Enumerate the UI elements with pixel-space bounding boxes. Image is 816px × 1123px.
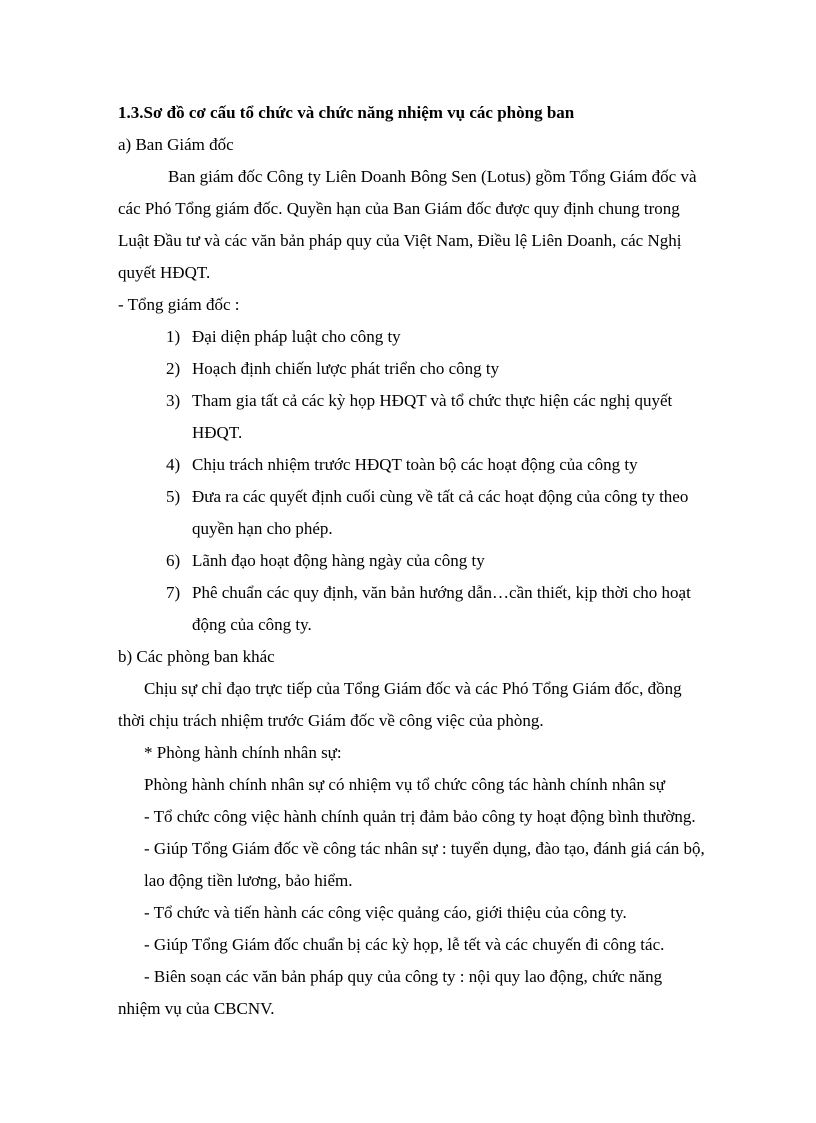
duty-text: Đại diện pháp luật cho công ty: [192, 327, 401, 346]
duty-item: [166, 487, 688, 507]
hr-line: - Giúp Tổng Giám đốc chuẩn bị các kỳ họp, lễ tết và các chuyến đi công tác.: [144, 935, 665, 954]
part-b-heading: b) Các phòng ban khác: [118, 647, 275, 666]
hr-line: Phòng hành chính nhân sự có nhiệm vụ tổ chức công tác hành chính nhân sự: [144, 775, 666, 794]
duty-item: [166, 583, 691, 603]
intro-line: Chịu sự chỉ đạo trực tiếp của Tổng Giám đốc và các Phó Tổng Giám đốc, đồng: [144, 679, 682, 698]
duty-text-continued: HĐQT.: [192, 423, 243, 442]
duty-item: [166, 327, 401, 347]
part-a-heading: a) Ban Giám đốc: [118, 135, 234, 154]
paragraph-line: Ban giám đốc Công ty Liên Doanh Bông Sen (Lotus) gồm Tổng Giám đốc và: [168, 167, 697, 186]
duty-item: [166, 455, 638, 475]
hr-line: - Tổ chức và tiến hành các công việc quảng cáo, giới thiệu của công ty.: [144, 903, 627, 922]
intro-line: thời chịu trách nhiệm trước Giám đốc về công việc của phòng.: [118, 711, 544, 730]
duty-number: 2): [166, 359, 181, 378]
section-heading: 1.3.Sơ đồ cơ cấu tổ chức và chức năng nhiệm vụ các phòng ban: [118, 103, 575, 122]
duty-text: Tham gia tất cả các kỳ họp HĐQT và tổ chức thực hiện các nghị quyết: [192, 391, 673, 410]
duty-text-continued: quyền hạn cho phép.: [192, 519, 333, 538]
duty-number: 7): [166, 583, 181, 602]
duty-number: 1): [166, 327, 181, 346]
duty-number: 3): [166, 391, 181, 410]
paragraph-line: quyết HĐQT.: [118, 263, 211, 282]
duty-text: Chịu trách nhiệm trước HĐQT toàn bộ các hoạt động của công ty: [192, 455, 638, 474]
duty-item: [166, 391, 672, 411]
duty-text-continued: động của công ty.: [192, 615, 312, 634]
duty-text: Phê chuẩn các quy định, văn bản hướng dẫn…cần thiết, kịp thời cho hoạt: [192, 583, 691, 602]
hr-department-title: * Phòng hành chính nhân sự:: [144, 743, 342, 762]
duty-item: [166, 359, 499, 379]
hr-line: - Giúp Tổng Giám đốc về công tác nhân sự : tuyển dụng, đào tạo, đánh giá cán bộ,: [144, 839, 705, 858]
ceo-label: - Tổng giám đốc :: [118, 295, 240, 314]
hr-line: - Tổ chức công việc hành chính quản trị đảm bảo công ty hoạt động bình thường.: [144, 807, 696, 826]
hr-line: - Biên soạn các văn bản pháp quy của công ty : nội quy lao động, chức năng: [144, 967, 663, 986]
duty-text: Hoạch định chiến lược phát triển cho công ty: [192, 359, 500, 378]
duty-text: Đưa ra các quyết định cuối cùng về tất cả các hoạt động của công ty theo: [192, 487, 689, 506]
hr-line: nhiệm vụ của CBCNV.: [118, 999, 275, 1018]
duty-number: 4): [166, 455, 181, 474]
duty-number: 6): [166, 551, 181, 570]
paragraph-line: các Phó Tổng giám đốc. Quyền hạn của Ban Giám đốc được quy định chung trong: [118, 199, 680, 218]
paragraph-line: Luật Đầu tư và các văn bản pháp quy của Việt Nam, Điều lệ Liên Doanh, các Nghị: [118, 231, 682, 250]
duty-item: [166, 551, 485, 571]
duty-number: 5): [166, 487, 181, 506]
hr-line: lao động tiền lương, bảo hiểm.: [144, 871, 353, 890]
duty-text: Lãnh đạo hoạt động hàng ngày của công ty: [192, 551, 485, 570]
